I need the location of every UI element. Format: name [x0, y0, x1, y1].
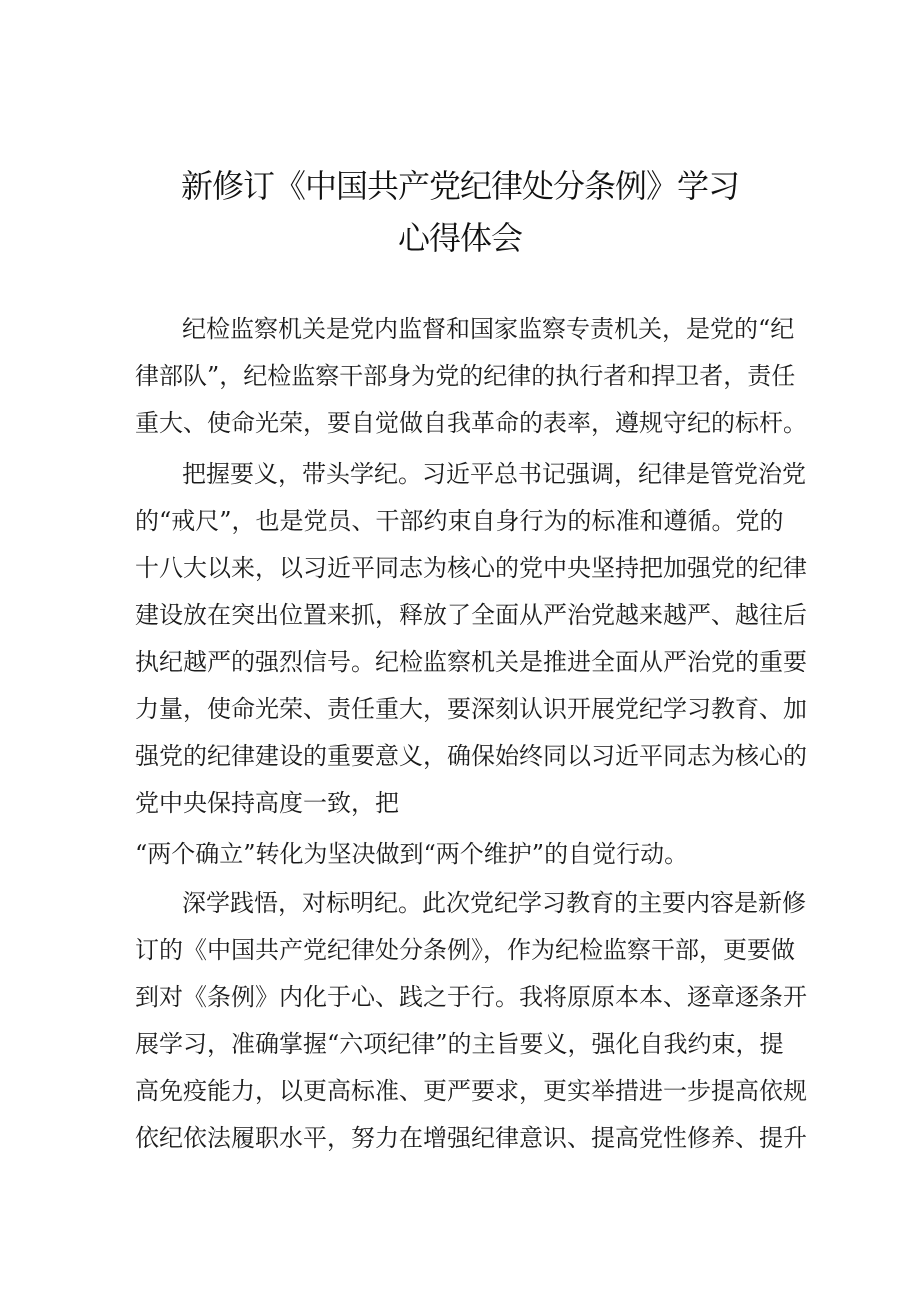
body-line: 的“戒尺”，也是党员、干部约束自身行为的标准和遵循。党的: [135, 507, 784, 535]
body-line: 执纪越严的强烈信号。纪检监察机关是推进全面从严治党的重要: [135, 648, 807, 676]
body-line: 订的《中国共产党纪律处分条例》，作为纪检监察干部，更要做: [135, 936, 795, 964]
body-line: 十八大以来，以习近平同志为核心的党中央坚持把加强党的纪律: [135, 554, 807, 582]
body-line: 建设放在突出位置来抓，释放了全面从严治党越来越严、越往后: [135, 601, 807, 629]
document-title-line-2: 心得体会: [397, 219, 522, 257]
body-line: “两个确立”转化为坚决做到“两个维护”的自觉行动。: [135, 840, 689, 868]
body-line: 律部队”，纪检监察干部身为党的纪律的执行者和捍卫者，责任: [135, 362, 796, 390]
body-line: 重大、使命光荣，要自觉做自我革命的表率，遵规守纪的标杆。: [135, 409, 807, 437]
body-line: 到对《条例》内化于心、践之于行。我将原原本本、逐章逐条开: [135, 983, 807, 1011]
body-line: 高免疫能力，以更高标准、更严要求，更实举措进一步提高依规: [135, 1077, 807, 1105]
body-line: 党中央保持高度一致，把: [135, 789, 399, 817]
body-line: 展学习，准确掌握“六项纪律”的主旨要义，强化自我约束，提: [135, 1030, 784, 1058]
body-line: 依纪依法履职水平，努力在增强纪律意识、提高党性修养、提升: [135, 1124, 807, 1152]
body-line: 力量，使命光荣、责任重大，要深刻认识开展党纪学习教育、加: [135, 695, 807, 723]
body-line: 深学践悟，对标明纪。此次党纪学习教育的主要内容是新修: [182, 889, 806, 917]
body-line: 强党的纪律建设的重要意义，确保始终同以习近平同志为核心的: [135, 742, 807, 770]
document-title-line-1: 新修订《中国共产党纪律处分条例》学习: [180, 167, 739, 205]
body-line: 把握要义，带头学纪。习近平总书记强调，纪律是管党治党: [182, 460, 806, 488]
body-line: 纪检监察机关是党内监督和国家监察专责机关，是党的“纪: [182, 315, 795, 343]
